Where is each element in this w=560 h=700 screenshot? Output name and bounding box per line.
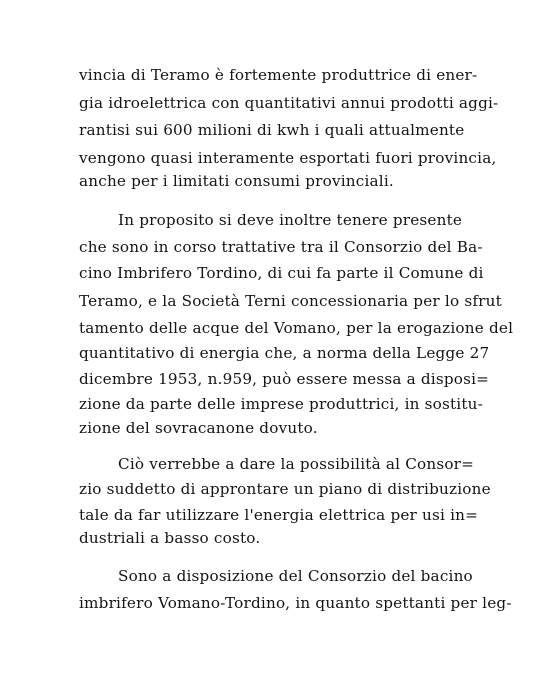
text-line: imbrifero Vomano-Tordino, in quanto spettanti per leg-: [79, 594, 512, 612]
text-line: Ciò verrebbe a dare la possibilità al Consor=: [118, 455, 475, 473]
text-line: zio suddetto di approntare un piano di distribuzione: [79, 480, 491, 498]
text-line: dicembre 1953, n.959, può essere messa a disposi=: [79, 370, 490, 388]
text-line: Teramo, e la Società Terni concessionaria per lo sfrut: [79, 292, 502, 310]
text-line: zione da parte delle imprese produttrici, in sostitu-: [79, 395, 483, 413]
text-line: gia idroelettrica con quantitativi annui prodotti aggi-: [79, 94, 499, 112]
text-line: dustriali a basso costo.: [79, 529, 261, 547]
text-line: cino Imbrifero Tordino, di cui fa parte il Comune di: [79, 264, 484, 282]
text-line: quantitativo di energia che, a norma della Legge 27: [79, 344, 490, 362]
text-line: tamento delle acque del Vomano, per la erogazione del: [79, 319, 514, 337]
text-line: rantisi sui 600 milioni di kwh i quali attualmente: [79, 121, 465, 139]
text-line: zione del sovracanone dovuto.: [79, 419, 318, 437]
text-line: che sono in corso trattative tra il Consorzio del Ba-: [79, 238, 483, 256]
text-line: tale da far utilizzare l'energia elettrica per usi in=: [79, 506, 479, 524]
text-line: anche per i limitati consumi provinciali.: [79, 172, 394, 190]
text-line: In proposito si deve inoltre tenere presente: [118, 211, 463, 229]
text-line: vengono quasi interamente esportati fuori provincia,: [79, 149, 497, 167]
text-line: vincia di Teramo è fortemente produttrice di ener-: [79, 66, 478, 84]
text-line: Sono a disposizione del Consorzio del bacino: [118, 567, 473, 585]
